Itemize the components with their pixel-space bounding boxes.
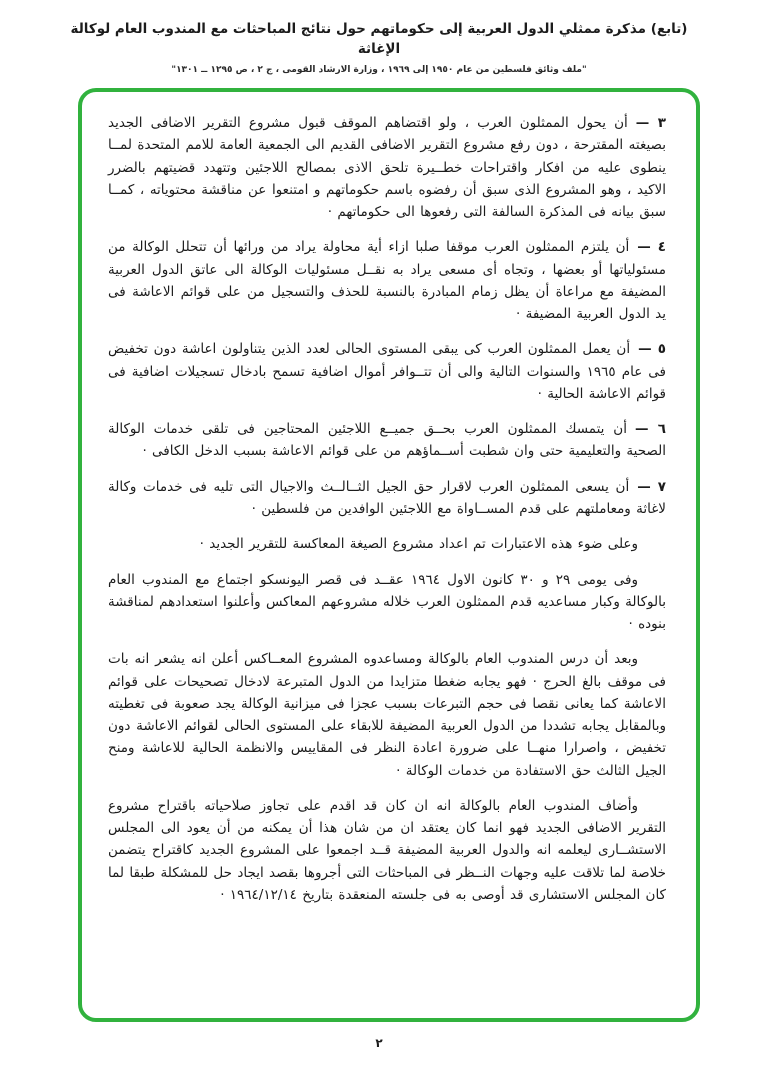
numbered-item-3 (108, 112, 666, 223)
document-frame (78, 88, 700, 1022)
document-title: (تابع) مذكرة ممثلي الدول العربية إلى حكوماتهم حول نتائج المباحثات مع المندوب العام لوكالة الإغاثة (70, 21, 688, 57)
numbered-item-7 (108, 476, 666, 521)
item-marker: ٥ — (638, 341, 666, 358)
document-header (0, 0, 758, 75)
paragraph-commissioner-position: وبعد أن درس المندوب العام بالوكالة ومساعدوه المشروع المعــاكس أعلن انه يشعر انه بات فى موقف بالغ الحرج · فهو يجابه ضغطا متزايدا من الدول المتبرعة لادخال تصحيحات على قوائم الاعاشة كما يعانى نقصا فى حجم التبرعات بسبب عجزا فى ميزانية الوكالة يجد صعوبة فى تغطيته وبالمقابل يجابه تشددا من الدول العربية المضيفة للابقاء على المستوى الحالى لقوائم الاعاشة دون تخفيض ، واصرارا منهــا على ضرورة اعادة النظر فى المقاييس والانظمة الحالية للاعاشة ومنح الجيل الثالث حق الاستفادة من خدمات الوكالة · (108, 651, 666, 779)
paragraph-conclusion-intro: وعلى ضوء هذه الاعتبارات تم اعداد مشروع الصيغة المعاكسة للتقرير الجديد · (199, 536, 638, 553)
item-marker: ٣ — (635, 115, 666, 131)
document-body (108, 112, 666, 906)
item-text: أن يحول الممثلون العرب ، ولو اقتضاهم الموقف قبول مشروع التقرير الاضافى الجديد بصيغته المقترحة ، دون رفع مشروع التقرير الاضافى القديم الى الجمعية العامة للامم المتحدة لمــا ينطوى عليه من افكار واقتراحات خطــيرة تلحق الاذى بمصالح اللاجئين وتتهدد قضيتهم بالضرر الاكيد ، وهو المشروع الذى سبق أن رفضوه باسم حكوماتهم و امتنعوا عن مناقشة محتوياته ، كمــا سبق بيانه فى المذكرة السالفة التى رفعوها الى حكوماتهم · (108, 115, 666, 221)
document-source-line: "ملف وثائق فلسطين من عام ١٩٥٠ إلى ١٩٦٩ ، وزارة الارشاد القومى ، ج ٢ ، ص ١٢٩٥ ــ ١٣٠١" (171, 65, 587, 76)
numbered-item-5 (108, 338, 666, 405)
item-text: أن يسعى الممثلون العرب لاقرار حق الجيل الثــالــث والاجيال التى تليه فى خدمات وكالة لاغاثة ومعاملتهم على قدم المســاواة مع اللاجئين الوافدين من فلسطين · (108, 478, 666, 517)
item-text: أن يتمسك الممثلون العرب بحــق جميــع اللاجئين المحتاجين فى تلقى خدمات الوكالة الصحية والتعليمية حتى وان شطبت أســماؤهم من على قوائم الاعاشة بسبب الدخل الكافى · (108, 421, 666, 460)
item-marker: ٧ — (637, 478, 667, 495)
paragraph-commissioner-addition: وأضاف المندوب العام بالوكالة انه ان كان قد اقدم على تجاوز صلاحياته باقتراح مشروع التقرير الاضافى الجديد فهو انما كان يعتقد ان من شان هذا أن يمكنه من أن يعود الى المجلس الاستشــارى ليعلمه انه والدول العربية المضيفة قــد اجمعوا على المشروع الجديد كاقتراح يتضمن خلاصة لما تلاقت عليه وجهات النــظر فى المباحثات التى أجروها بقصد ايجاد حل للمشكلة طبقا لما كان المجلس الاستشارى قد أوصى به فى جلسته المنعقدة بتاريخ ١٩٦٤/١٢/١٤ · (108, 797, 666, 903)
page-number: ٢ (375, 1036, 383, 1050)
item-marker: ٦ — (634, 421, 666, 438)
paragraph-unesco-meeting: وفى يومى ٢٩ و ٣٠ كانون الاول ١٩٦٤ عقــد فى قصر اليونسكو اجتماع مع المندوب العام بالوكالة وكبار مساعديه قدم الممثلون العرب خلاله مشروعهم المعاكس وأعلنوا استعدادهم لمناقشة بنوده · (108, 571, 666, 633)
numbered-item-4 (108, 236, 666, 325)
item-marker: ٤ — (637, 239, 667, 256)
item-text: أن يعمل الممثلون العرب كى يبقى المستوى الحالى لعدد الذين يتناولون اعاشة دون تخفيض فى عام ١٩٦٥ والسنوات التالية والى أن تتــوافر أموال اضافية تسمح بادخال تسجيلات اضافية فى قوائم الاعاشة الحالية · (108, 341, 666, 402)
numbered-item-6 (108, 418, 666, 463)
item-text: أن يلتزم الممثلون العرب موقفا صلبا ازاء أية محاولة يراد من ورائها أن تتحلل الوكالة من مسئولياتها أو بعضها ، وتجاه أى مسعى يراد به نقــل مسئوليات الوكالة الى عاتق الدول العربية المضيفة مع مراعاة أن يظل زمام المبادرة بالنسبة للحذف والتسجيل من على قوائم الاعاشة فى يد الدول العربية المضيفة · (108, 239, 666, 323)
